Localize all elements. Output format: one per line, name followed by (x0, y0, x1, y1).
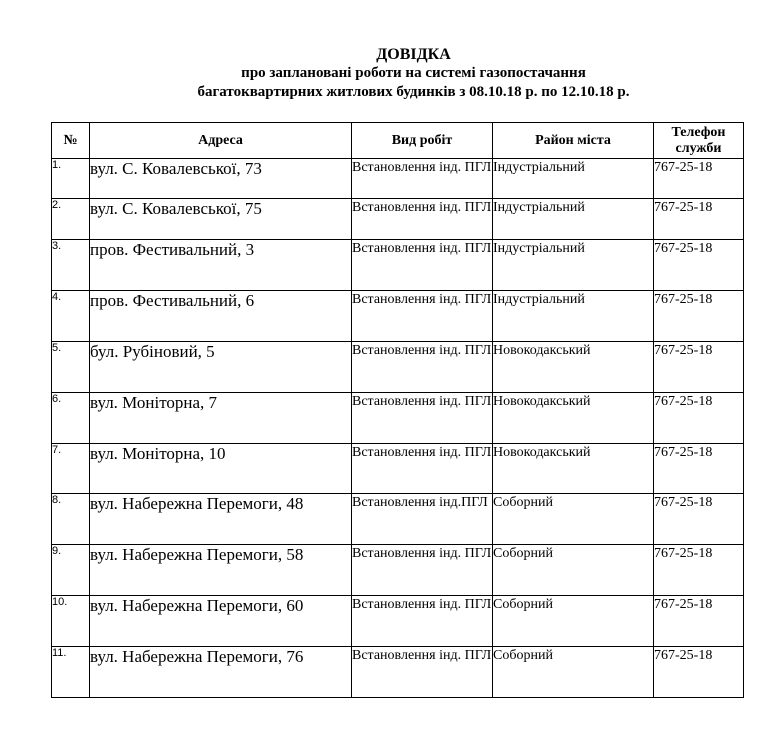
table-row (52, 494, 744, 545)
row-address: пров. Фестивальний, 3 (90, 240, 352, 291)
row-phone: 767-25-18 (654, 159, 744, 199)
row-num: 9. (52, 545, 90, 596)
row-phone: 767-25-18 (654, 240, 744, 291)
row-work: Встановлення інд. ПГЛ (352, 545, 493, 596)
row-num: 2. (52, 199, 90, 240)
header-phone: Телефон служби (654, 123, 744, 159)
row-num: 4. (52, 291, 90, 342)
row-work: Встановлення інд. ПГЛ (352, 240, 493, 291)
row-district: Соборний (493, 596, 654, 647)
row-phone: 767-25-18 (654, 545, 744, 596)
row-district: Індустріальний (493, 240, 654, 291)
row-phone: 767-25-18 (654, 494, 744, 545)
row-phone: 767-25-18 (654, 444, 744, 494)
table-row (52, 159, 744, 199)
row-phone: 767-25-18 (654, 647, 744, 698)
row-district: Новокодакський (493, 342, 654, 393)
header-num: № (52, 123, 90, 159)
row-work: Встановлення інд.ПГЛ (352, 494, 493, 545)
row-address: вул. Набережна Перемоги, 58 (90, 545, 352, 596)
row-district: Новокодакський (493, 393, 654, 444)
row-phone: 767-25-18 (654, 342, 744, 393)
row-work: Встановлення інд. ПГЛ (352, 199, 493, 240)
table-body (52, 159, 744, 698)
table-row (52, 647, 744, 698)
works-table (51, 122, 744, 698)
table-row (52, 199, 744, 240)
row-num: 3. (52, 240, 90, 291)
row-phone: 767-25-18 (654, 393, 744, 444)
row-num: 11. (52, 647, 90, 698)
row-district: Індустріальний (493, 199, 654, 240)
row-num: 6. (52, 393, 90, 444)
row-district: Індустріальний (493, 291, 654, 342)
row-num: 5. (52, 342, 90, 393)
row-phone: 767-25-18 (654, 291, 744, 342)
row-address: вул. Моніторна, 10 (90, 444, 352, 494)
row-address: пров. Фестивальний, 6 (90, 291, 352, 342)
table-row (52, 393, 744, 444)
document-header (0, 45, 767, 102)
row-address: вул. Набережна Перемоги, 76 (90, 647, 352, 698)
row-num: 1. (52, 159, 90, 199)
row-work: Встановлення інд. ПГЛ (352, 159, 493, 199)
row-district: Новокодакський (493, 444, 654, 494)
document-title: ДОВІДКА (376, 46, 451, 63)
row-address: вул. Набережна Перемоги, 60 (90, 596, 352, 647)
row-address: вул. С. Ковалевської, 73 (90, 159, 352, 199)
row-work: Встановлення інд. ПГЛ (352, 444, 493, 494)
table-header-row (52, 123, 744, 159)
row-district: Соборний (493, 647, 654, 698)
row-work: Встановлення інд. ПГЛ (352, 596, 493, 647)
table-row (52, 444, 744, 494)
table-row (52, 291, 744, 342)
row-address: вул. С. Ковалевської, 75 (90, 199, 352, 240)
document-subtitle-line2: багатоквартирних житлових будинків з 08.10.18 р. по 12.10.18 р. (197, 84, 630, 100)
row-district: Соборний (493, 545, 654, 596)
row-phone: 767-25-18 (654, 199, 744, 240)
row-work: Встановлення інд. ПГЛ (352, 342, 493, 393)
row-work: Встановлення інд. ПГЛ (352, 291, 493, 342)
header-district: Район міста (493, 123, 654, 159)
row-address: вул. Набережна Перемоги, 48 (90, 494, 352, 545)
table-row (52, 342, 744, 393)
row-phone: 767-25-18 (654, 596, 744, 647)
row-district: Соборний (493, 494, 654, 545)
row-num: 8. (52, 494, 90, 545)
header-work-type: Вид робіт (352, 123, 493, 159)
document-subtitle-line1: про заплановані роботи на системі газопостачання (241, 65, 586, 81)
row-district: Індустріальний (493, 159, 654, 199)
row-address: вул. Моніторна, 7 (90, 393, 352, 444)
row-work: Встановлення інд. ПГЛ (352, 393, 493, 444)
table-row (52, 596, 744, 647)
table-row (52, 240, 744, 291)
row-address: бул. Рубіновий, 5 (90, 342, 352, 393)
row-work: Встановлення інд. ПГЛ (352, 647, 493, 698)
header-address: Адреса (90, 123, 352, 159)
row-num: 10. (52, 596, 90, 647)
table-row (52, 545, 744, 596)
row-num: 7. (52, 444, 90, 494)
